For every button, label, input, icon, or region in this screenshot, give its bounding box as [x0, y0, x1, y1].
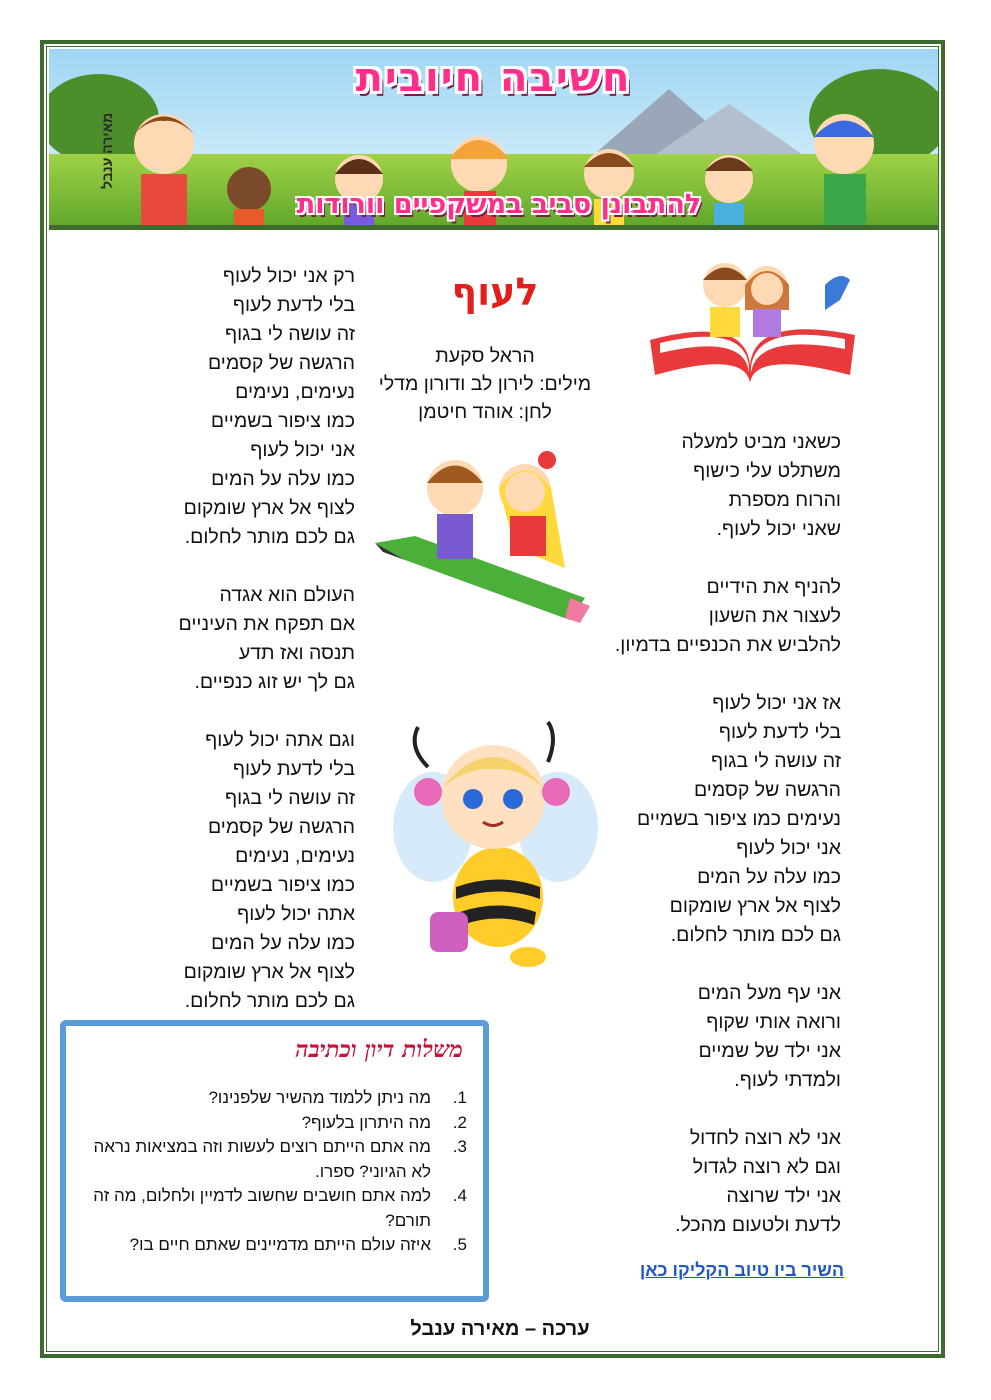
bee-girl-illustration — [388, 707, 603, 972]
discussion-questions-box — [60, 1020, 489, 1302]
lyric-line: לדעת ולטעום מהכל. — [675, 1214, 841, 1236]
lyric-line: לצוף אל ארץ שומקום — [183, 497, 355, 519]
lyric-line: אז אני יכול לעוף — [712, 692, 841, 714]
stanza — [615, 1124, 841, 1240]
lyric-line: להלביש את הכנפיים בדמיון. — [614, 634, 841, 656]
question-text: מה אתם הייתם רוצים לעשות וזה במציאות נראה לא הגיוני? ספרו. — [93, 1137, 431, 1181]
lyric-line: לצוף אל ארץ שומקום — [183, 961, 355, 983]
question-number: 2. — [452, 1112, 467, 1132]
lyric-line: להניף את הידיים — [706, 576, 841, 598]
footer-credit: ערכה – מאירה ענבל — [410, 1318, 590, 1340]
stanza — [615, 689, 841, 950]
banner-subtitle: להתבונן סביב במשקפיים וורודות — [296, 189, 702, 220]
stanza — [179, 581, 355, 697]
performer: הראל סקעת — [435, 345, 535, 367]
question-item — [84, 1135, 467, 1184]
lyric-line: תנסה ואז תדע — [238, 642, 355, 664]
lyric-line: כמו עלה על המים — [211, 468, 355, 490]
question-number: 4. — [452, 1186, 467, 1205]
lyric-line: הרגשה של קסמים — [207, 352, 355, 374]
question-number: 5. — [452, 1235, 467, 1254]
lyric-line: העולם הוא אגדה — [219, 584, 355, 606]
lyrics-credit: מילים: לירון לב ודורון מדלי — [378, 373, 592, 395]
lyric-line: הרגשה של קסמים — [207, 816, 355, 838]
question-item — [84, 1086, 467, 1111]
lyric-line: כמו עלה על המים — [697, 866, 841, 888]
lyric-line: בלי לדעת לעוף — [232, 294, 355, 316]
stanza — [615, 573, 841, 660]
lyric-line: וגם לא רוצה לגדול — [692, 1156, 841, 1178]
lyric-line: כמו עלה על המים — [211, 932, 355, 954]
lyric-line: רק אני יכול לעוף — [222, 265, 355, 287]
kids-on-book-illustration — [645, 255, 860, 385]
lyric-line: לעצור את השעון — [708, 605, 841, 627]
question-number: 1. — [452, 1088, 467, 1107]
stanza — [179, 262, 355, 552]
kids-on-pencil-illustration — [375, 448, 600, 623]
lyric-line: בלי לדעת לעוף — [718, 721, 841, 743]
lyrics-left-column — [179, 262, 355, 1016]
lyric-line: גם לך יש זוג כנפיים. — [194, 671, 355, 693]
lyric-line: גם לכם מותר לחלום. — [184, 990, 355, 1012]
lyric-line: אני ילד של שמיים — [698, 1040, 841, 1062]
lyric-line: משתלט עלי כישוף — [693, 460, 841, 482]
lyric-line: וגם אתה יכול לעוף — [205, 729, 355, 751]
question-text: למה אתם חושבים שחשוב לדמיין ולחלום, מה זה תורם? — [93, 1186, 431, 1230]
banner-signature: מאירה ענבל — [99, 112, 115, 189]
lyric-line: אני ילד שרוצה — [726, 1185, 841, 1207]
lyric-line: כמו ציפור בשמיים — [210, 410, 355, 432]
lyric-line: אני עף מעל המים — [697, 982, 841, 1004]
lyric-line: לצוף אל ארץ שומקום — [669, 895, 841, 917]
song-credits — [355, 342, 615, 426]
lyric-line: ורואה אותי שקוף — [706, 1011, 841, 1033]
questions-list — [84, 1086, 467, 1258]
lyric-line: אני לא רוצה לחדול — [689, 1127, 841, 1149]
youtube-link[interactable]: השיר ביו טיוב הקליקו כאן — [639, 1260, 844, 1280]
lyric-line: נעימים, נעימים — [235, 845, 355, 867]
lyric-line: אני יכול לעוף — [250, 439, 355, 461]
lyric-line: כמו ציפור בשמיים — [210, 874, 355, 896]
stanza — [179, 726, 355, 1016]
question-item — [84, 1111, 467, 1136]
lyric-line: אני יכול לעוף — [736, 837, 841, 859]
question-text: מה ניתן ללמוד מהשיר שלפנינו? — [208, 1088, 431, 1107]
question-item — [84, 1184, 467, 1233]
lyric-line: הרגשה של קסמים — [693, 779, 841, 801]
lyric-line: כשאני מביט למעלה — [681, 431, 841, 453]
lyrics-right-column — [615, 428, 841, 1240]
lyric-line: גם לכם מותר לחלום. — [184, 526, 355, 548]
song-title: לעוף — [451, 270, 539, 314]
lyric-line: שאני יכול לעוף. — [716, 518, 841, 540]
header-banner — [49, 49, 938, 230]
stanza — [615, 979, 841, 1095]
stanza — [615, 428, 841, 544]
lyric-line: ולמדתי לעוף. — [734, 1069, 841, 1091]
lyric-line: אם תפקח את העיניים — [178, 613, 355, 635]
lyric-line: והרוח מספרת — [728, 489, 841, 511]
lyric-line: נעימים, נעימים — [235, 381, 355, 403]
question-text: מה היתרון בלעוף? — [301, 1112, 431, 1132]
question-item — [84, 1233, 467, 1258]
lyric-line: נעימים כמו ציפור בשמיים — [636, 808, 841, 830]
lyric-line: אתה יכול לעוף — [237, 903, 355, 925]
question-text: איזה עולם הייתם מדמיינים שאתם חיים בו? — [129, 1235, 431, 1254]
banner-title: חשיבה חיובית — [355, 55, 632, 101]
lyric-line: זה עושה לי בגוף — [710, 750, 841, 772]
lyric-line: זה עושה לי בגוף — [224, 787, 355, 809]
lyric-line: זה עושה לי בגוף — [224, 323, 355, 345]
questions-title: משלות דיון וכתיבה — [295, 1036, 463, 1063]
lyric-line: גם לכם מותר לחלום. — [670, 924, 841, 946]
music-credit: לחן: אוהד חיטמן — [418, 401, 552, 423]
question-number: 3. — [452, 1137, 467, 1156]
lyric-line: בלי לדעת לעוף — [232, 758, 355, 780]
